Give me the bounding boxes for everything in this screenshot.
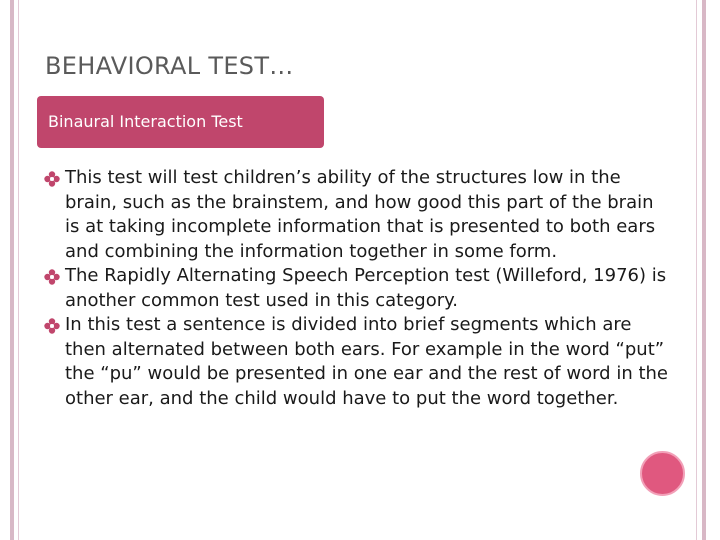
bullet-list: [44, 166, 669, 411]
bullet-text: In this test a sentence is divided into brief segments which are then alternated between both ears. For example in the word “put” the “pu” would be presented in one ear and the rest of word in the other ear, and the child would have to put the word together.: [65, 314, 668, 409]
flower-bullet-icon: [44, 269, 60, 285]
left-border-line: [10, 0, 14, 540]
right-border-thin-line: [696, 0, 697, 540]
bullet-text: This test will test children’s ability of the structures low in the brain, such as the brainstem, and how good this part of the brain is at taking incomplete information that is presented to both ears and combining the information together in some form.: [65, 167, 656, 262]
subtitle-text: Binaural Interaction Test: [48, 112, 243, 131]
decorative-circle: [640, 451, 685, 496]
subtitle-banner: [37, 96, 324, 148]
flower-bullet-icon: [44, 318, 60, 334]
slide-title: BEHAVIORAL TEST…: [45, 52, 294, 80]
bullet-item: [44, 264, 669, 313]
left-border-thin-line: [18, 0, 19, 540]
bullet-item: [44, 166, 669, 264]
flower-bullet-icon: [44, 171, 60, 187]
bullet-text: The Rapidly Alternating Speech Perception test (Willeford, 1976) is another common test used in this category.: [65, 265, 667, 311]
right-border-line: [702, 0, 706, 540]
bullet-item: [44, 313, 669, 411]
